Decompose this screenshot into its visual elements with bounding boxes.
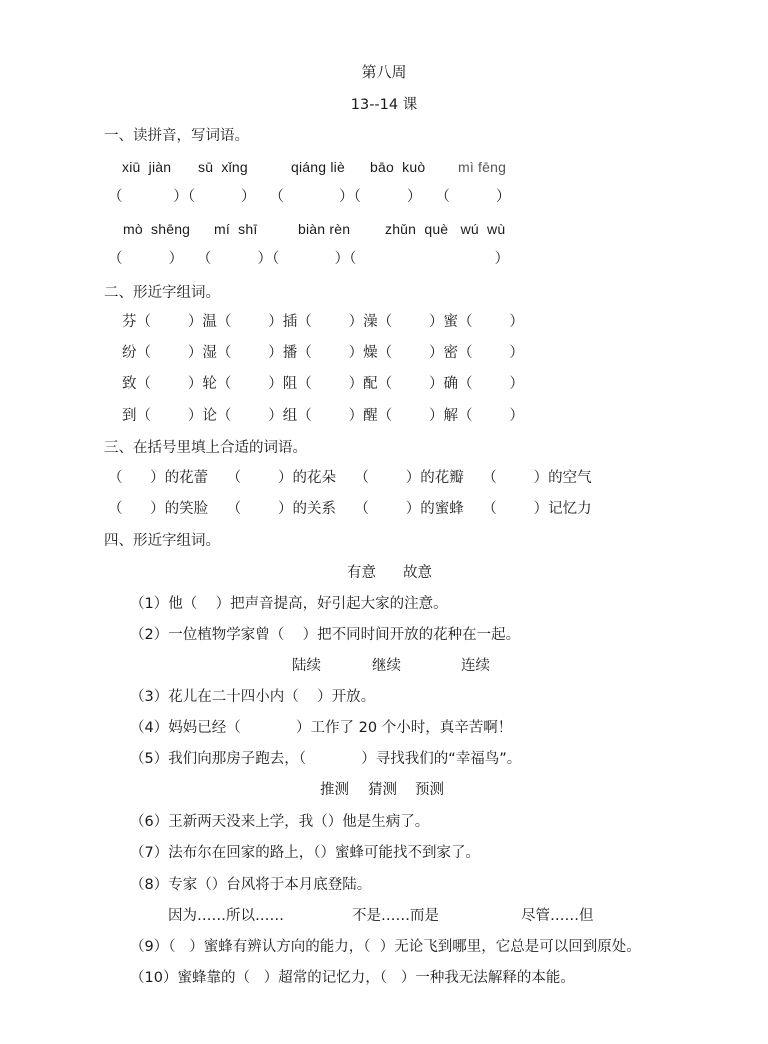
answer-brackets-row1[interactable]: （ ）（ ） （ ）（ ） （ ） bbox=[108, 189, 511, 205]
question-7[interactable]: （7）法布尔在回家的路上，（）蜜蜂可能找不到家了。 bbox=[130, 845, 480, 861]
question-1[interactable]: （1）他（ ）把声音提高，好引起大家的注意。 bbox=[130, 596, 448, 612]
conjunction-option: 尽管……但 bbox=[521, 908, 594, 924]
pinyin-suxing: sū xǐng bbox=[198, 159, 248, 175]
char-group-row[interactable]: 芬（ ）温（ ）插（ ）澡（ ）蜜（ ） bbox=[122, 314, 524, 330]
section3-heading: 三、在括号里填上合适的词语。 bbox=[104, 440, 307, 456]
section4-heading: 四、形近字组词。 bbox=[104, 533, 220, 549]
question-3[interactable]: （3）花儿在二十四小内（ ）开放。 bbox=[130, 689, 376, 705]
word-option: 继续 bbox=[372, 658, 401, 674]
word-option: 陆续 bbox=[292, 658, 321, 674]
answer-brackets-row2[interactable]: （ ） （ ）（ ）（ ） bbox=[108, 251, 510, 267]
conjunction-option: 不是……而是 bbox=[352, 908, 439, 924]
word-option: 故意 bbox=[403, 565, 432, 581]
word-option: 有意 bbox=[347, 565, 376, 581]
question-6[interactable]: （6）王新两天没来上学，我（）他是生病了。 bbox=[130, 814, 430, 830]
char-group-row[interactable]: 纷（ ）湿（ ）播（ ）燥（ ）密（ ） bbox=[122, 345, 524, 361]
question-4[interactable]: （4）妈妈已经（ ）工作了 20 个小时，真辛苦啊！ bbox=[130, 720, 513, 736]
word-option: 连续 bbox=[461, 658, 490, 674]
pinyin-mosheng: mò shēng bbox=[123, 221, 191, 237]
fill-phrase-row[interactable]: （ ）的笑脸 （ ）的关系 （ ）的蜜蜂 （ ）记忆力 bbox=[108, 501, 592, 517]
pinyin-mifeng: mì fēng bbox=[458, 159, 507, 175]
question-9[interactable]: （9）（ ）蜜蜂有辨认方向的能力，（ ）无论飞到哪里，它总是可以回到原处。 bbox=[130, 939, 641, 955]
question-2[interactable]: （2）一位植物学家曾（ ）把不同时间开放的花种在一起。 bbox=[130, 627, 521, 643]
page-title: 第八周 bbox=[361, 63, 407, 81]
char-group-row[interactable]: 到（ ）论（ ）组（ ）醒（ ）解（ ） bbox=[122, 408, 524, 424]
pinyin-zhunque-wuwu: zhǔn què wú wù bbox=[385, 221, 506, 237]
word-option: 预测 bbox=[415, 782, 444, 798]
fill-phrase-row[interactable]: （ ）的花蕾 （ ）的花朵 （ ）的花瓣 （ ）的空气 bbox=[108, 470, 592, 486]
question-10[interactable]: （10）蜜蜂靠的（ ）超常的记忆力，（ ）一种我无法解释的本能。 bbox=[130, 970, 575, 986]
char-group-row[interactable]: 致（ ）轮（ ）阻（ ）配（ ）确（ ） bbox=[122, 376, 524, 392]
section1-heading: 一、读拼音，写词语。 bbox=[104, 128, 249, 144]
page-subtitle: 13--14 课 bbox=[350, 97, 418, 113]
word-option: 猜测 bbox=[368, 782, 397, 798]
pinyin-bianren: biàn rèn bbox=[298, 221, 351, 237]
conjunction-option: 因为……所以…… bbox=[168, 908, 284, 924]
section2-heading: 二、形近字组词。 bbox=[104, 285, 220, 301]
pinyin-baokuo: bāo kuò bbox=[370, 159, 426, 175]
question-5[interactable]: （5）我们向那房子跑去，（ ）寻找我们的“幸福鸟”。 bbox=[130, 751, 522, 767]
word-option: 推测 bbox=[320, 782, 349, 798]
pinyin-xiujian: xiū jiàn bbox=[122, 159, 172, 175]
pinyin-qianglie: qiáng liè bbox=[291, 159, 345, 175]
question-8[interactable]: （8）专家（）台风将于本月底登陆。 bbox=[130, 877, 372, 893]
pinyin-mishi: mí shī bbox=[214, 221, 258, 237]
